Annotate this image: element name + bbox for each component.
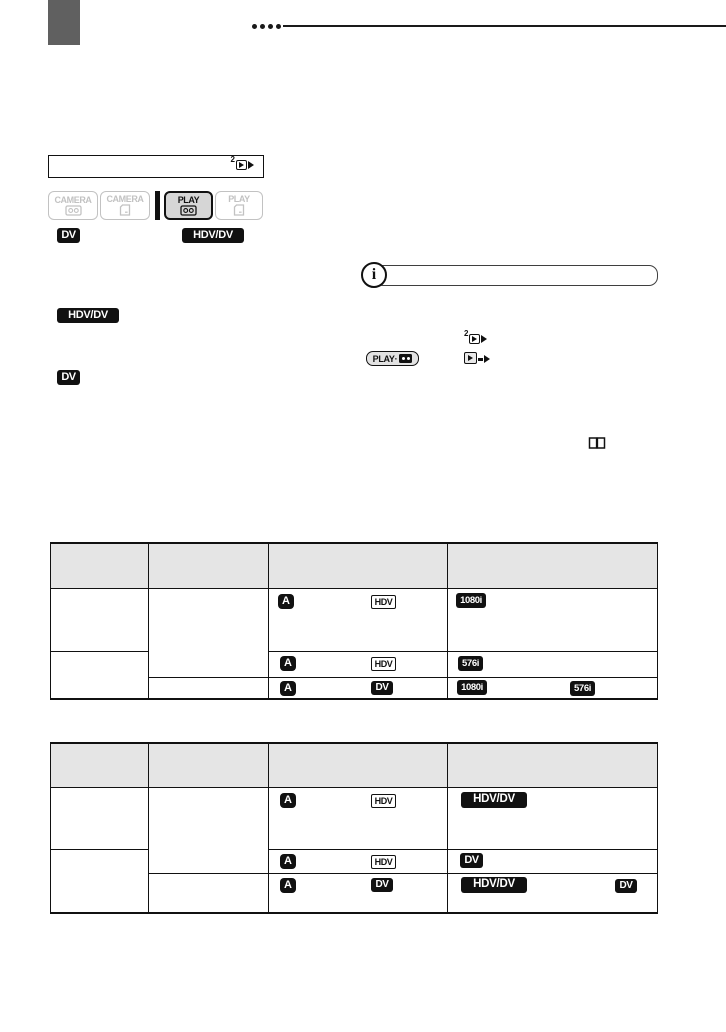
mode-button-label: PLAY bbox=[177, 194, 200, 205]
play-box-icon bbox=[469, 334, 480, 344]
arrow-icon bbox=[478, 358, 483, 361]
mode-button-label: CAMERA bbox=[54, 194, 92, 205]
operating-mode-box bbox=[48, 155, 264, 178]
superscript-2: 2 bbox=[464, 329, 469, 338]
hdv-badge: HDV bbox=[371, 855, 396, 869]
a-badge: A bbox=[280, 656, 296, 671]
dv-badge: DV bbox=[615, 879, 637, 893]
tape-icon bbox=[65, 205, 82, 216]
mode-button-camera-card bbox=[100, 191, 150, 220]
table-header-row bbox=[51, 544, 657, 588]
dv-badge: DV bbox=[371, 681, 393, 695]
play-tape-mode-badge bbox=[366, 351, 419, 366]
dv-badge: DV bbox=[371, 878, 393, 892]
a-badge: A bbox=[280, 681, 296, 696]
hdvdv-badge: HDV/DV bbox=[461, 792, 527, 808]
tape-play-2-icon bbox=[230, 155, 254, 170]
hdvdv-badge: HDV/DV bbox=[57, 308, 119, 323]
tape-play-2-icon bbox=[464, 329, 487, 344]
book-reference-icon bbox=[588, 436, 606, 450]
card-icon bbox=[233, 204, 245, 216]
576i-badge: 576i bbox=[458, 656, 483, 671]
mode-button-label: CAMERA bbox=[106, 194, 144, 204]
1080i-badge: 1080i bbox=[456, 593, 486, 608]
table-header-row bbox=[51, 744, 657, 787]
play-box-icon bbox=[236, 160, 247, 170]
notes-bar bbox=[371, 265, 658, 286]
hdvdv-badge: HDV/DV bbox=[461, 877, 527, 893]
mode-button-play-tape bbox=[164, 191, 213, 220]
hdv-badge: HDV bbox=[371, 595, 396, 609]
dv-badge: DV bbox=[460, 853, 483, 868]
play-badge-label: PLAY· bbox=[372, 353, 398, 364]
play-box-icon bbox=[464, 352, 477, 364]
header-dot bbox=[276, 24, 281, 29]
info-icon-glyph: i bbox=[371, 266, 377, 283]
header-dot bbox=[260, 24, 265, 29]
mode-button-play-card bbox=[215, 191, 263, 220]
dv-badge: DV bbox=[57, 370, 80, 385]
a-badge: A bbox=[278, 594, 294, 609]
play-out-icon bbox=[464, 352, 490, 364]
arrow-icon bbox=[248, 161, 254, 169]
hdv-badge: HDV bbox=[371, 794, 396, 808]
hdv-badge: HDV bbox=[371, 657, 396, 671]
tape-icon bbox=[180, 205, 197, 216]
superscript-2: 2 bbox=[230, 155, 235, 164]
output-format-table bbox=[50, 742, 658, 914]
dv-badge: DV bbox=[57, 228, 80, 243]
playback-output-table bbox=[50, 542, 658, 700]
a-badge: A bbox=[280, 793, 296, 808]
576i-badge: 576i bbox=[570, 681, 595, 696]
1080i-badge: 1080i bbox=[457, 680, 487, 695]
mode-separator bbox=[155, 191, 160, 220]
header-dot bbox=[252, 24, 257, 29]
mode-button-camera-tape bbox=[48, 191, 98, 220]
arrow-icon bbox=[481, 335, 487, 343]
arrow-icon bbox=[484, 355, 490, 363]
hdvdv-badge: HDV/DV bbox=[182, 228, 244, 243]
header-dot bbox=[268, 24, 273, 29]
corner-tab bbox=[48, 0, 80, 45]
header-rule bbox=[283, 25, 726, 27]
info-icon bbox=[361, 262, 387, 288]
mode-button-label: PLAY bbox=[228, 194, 250, 204]
tape-icon bbox=[399, 354, 412, 363]
a-badge: A bbox=[280, 854, 296, 869]
card-icon bbox=[119, 204, 131, 216]
a-badge: A bbox=[280, 878, 296, 893]
